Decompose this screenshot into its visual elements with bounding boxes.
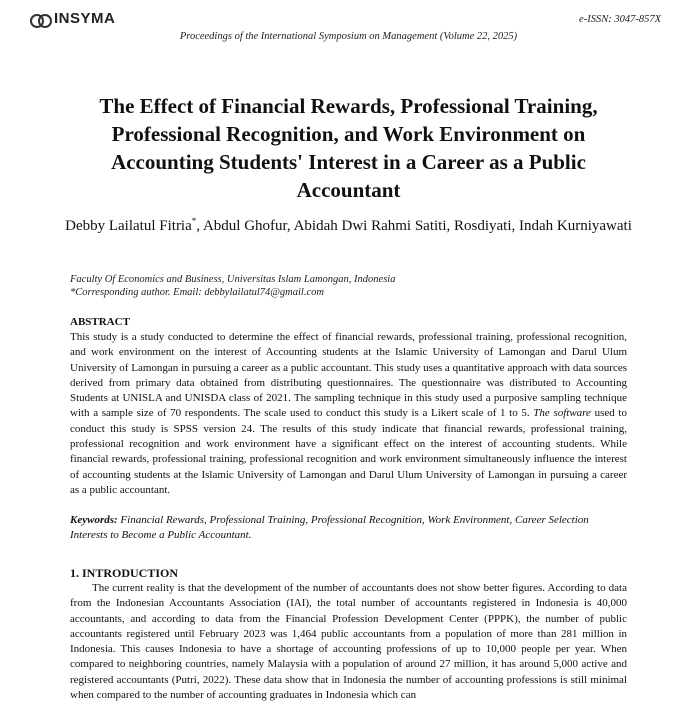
corresponding-email: *Corresponding author. Email: debbylailatul74@gmail.com xyxy=(70,287,324,298)
intro-text: The current reality is that the development of the number of accountants does not show better figures. According to data from the Indonesian Accountants Association (IAI), the total number of accountants registered in Indonesia is 40,000 accountants, and according to data from the Financial Profession Development Center (PPPK), the number of public accountants registered until February 2023 was 1,464 public accountants from a population of more than 281 million in Indonesia. This causes Indonesia to have a shortage of accounting professions of up to 10,000 people per year. When compared to neighboring countries, namely Malaysia with a population of around 27 million, it has around 5,000 active and registered accountants (Putri, 2022). These data show that in Indonesia the number of accounting professions is still minimal when compared to the number of accounting graduates in Indonesia which can xyxy=(70,582,627,702)
first-author: Debby Lailatul Fitria xyxy=(65,218,192,234)
issn-label: e-ISSN: 3047-857X xyxy=(579,14,661,25)
introduction-paragraph xyxy=(70,581,627,703)
other-authors: , Abdul Ghofur, Abidah Dwi Rahmi Satiti, Rosdiyati, Indah Kurniyawati xyxy=(196,218,632,234)
section-heading: 1. INTRODUCTION xyxy=(70,566,179,580)
abstract-part-2: used to conduct this study is SPSS version 24. The results of this study indicate that financial rewards, professional training, professional recognition and work environment have a significant effect on the interest of accounting students. While financial rewards, professional training, professional recognition and work environment simultaneously influence the interest of accounting students at the Islamic University of Lamongan and Darul Ulum University of Lamongan in pursuing a career as a public accountant. xyxy=(70,407,627,496)
journal-name: Proceedings of the International Symposium on Management (Volume 22, 2025) xyxy=(179,31,518,42)
corresponding-mark: * xyxy=(191,216,197,226)
affiliation: Faculty Of Economics and Business, Universitas Islam Lamongan, Indonesia xyxy=(70,274,396,285)
page-header xyxy=(0,6,697,30)
abstract-text xyxy=(70,330,627,498)
keywords-text: Financial Rewards, Professional Training, Professional Recognition, Work Environment, Career Selection Interests to Become a Public Accountant. xyxy=(70,514,589,542)
abstract-heading: ABSTRACT xyxy=(70,316,130,328)
keywords xyxy=(70,513,627,544)
logo-text: INSYMA xyxy=(54,10,116,27)
author-list xyxy=(60,207,637,240)
keywords-label: Keywords: xyxy=(70,514,118,526)
abstract-italic: The software xyxy=(533,407,591,420)
logo-rings-icon xyxy=(30,12,52,26)
abstract-part-1: This study is a study conducted to determine the effect of financial rewards, professional training, professional recognition, and work environment on the interest of Accounting students at the Islamic University of Lamongan and Darul Ulum University of Lamongan in pursuing a career as a public accountant. This study uses a quantitative approach with data sources derived from primary data obtained from distributing questionnaires. The questionnaire was distributed to Accounting Students at UNISLA and UNISDA class of 2021. The sampling technique in this study used a purposive sampling technique with a sample size of 70 respondents. The scale used to conduct this study is a Likert scale of 1 to 5. xyxy=(70,331,627,420)
affiliation-block xyxy=(70,273,395,299)
insyma-logo xyxy=(30,10,115,27)
paper-title: The Effect of Financial Rewards, Professional Training, Professional Recognition, and Work Environment on Accounting Students' Interest in a Career as a Public Accountant xyxy=(99,94,598,202)
